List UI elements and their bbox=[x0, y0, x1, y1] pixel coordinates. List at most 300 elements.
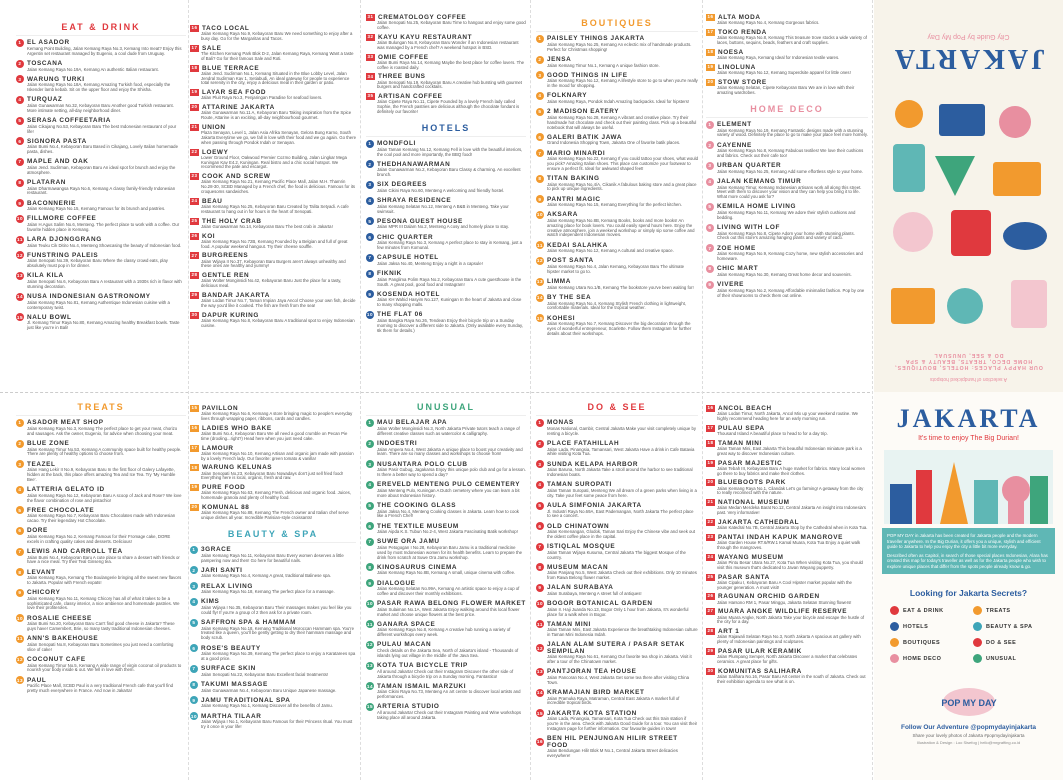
place-description: Jalan Kemang Raya No.3, Kemang The perfect place to get your meat, chorizo and sausages. Ask the owner, Eugenio, for advice when choosing your meat. bbox=[27, 426, 178, 436]
list-item bbox=[16, 460, 182, 482]
place-description: Jalan Bulungan No.8, Kebayoran Baru Wonder if an Indonesian restaurant was managed by a French chef? A weekend hotspot in BSD. bbox=[377, 39, 519, 50]
place-description: Jalan Kemang Raya No.15, Kemang Famous for its brunch and pastries. bbox=[27, 206, 166, 212]
list-item bbox=[16, 236, 182, 249]
place-description: Jalan Kemang Utara No.1/B, Kemang The bookstore you've been waiting for! bbox=[547, 284, 694, 290]
place-description: All around Jakarta! Check out their Instagram Discover the other side of Jakarta through a bicycle trip on a Sunday morning. Fantastico! bbox=[377, 668, 514, 679]
place-number: 11 bbox=[536, 621, 544, 627]
place-number: 8 bbox=[536, 175, 544, 183]
place-title: MUARA ANGKE WILDLIFE RESERVE bbox=[718, 608, 848, 616]
place-number: 4 bbox=[16, 96, 24, 104]
list-item bbox=[190, 484, 356, 501]
list-item bbox=[536, 584, 698, 597]
place-title: KRAMAJIAN BIRD MARKET bbox=[547, 689, 645, 697]
list-item bbox=[190, 292, 356, 309]
place-description: Jalan Kemang Raya No.21, Kemang Pacific Place Mall, Jalan M.H. Thamrin No.28-30, SCBD Managed by a French chef, the food is delicious. Famous for its croquesoms sandwiches. bbox=[201, 179, 356, 194]
place-number: 21 bbox=[191, 124, 198, 130]
list-item bbox=[706, 29, 868, 46]
place-description: Jalan Kemang Timur, Kemang Indonesian artisans work all along this street. Meet with them to discover your vision and they can help you bring it to life. What more could you ask for? bbox=[717, 184, 862, 200]
list-item bbox=[190, 504, 356, 521]
place-number: 16 bbox=[191, 25, 198, 31]
cover-top-illustration bbox=[882, 86, 1055, 336]
list-item bbox=[190, 582, 356, 595]
place-description: Jalan Panglima Polim Raya No.2, Kebayoran Baru A cute guesthouse in the South. A great pool, good food and Instagram! bbox=[377, 276, 522, 287]
do-see-list-2 bbox=[706, 405, 868, 762]
place-title: UNION bbox=[202, 123, 226, 131]
place-number: 1 bbox=[536, 35, 544, 43]
place-title: AKSARA bbox=[547, 211, 578, 219]
treats-panel bbox=[16, 398, 356, 778]
place-number: 2 bbox=[536, 440, 544, 448]
place-description: Jalan Cikini Raya No.60, Menteng A welcoming and friendly hostel. bbox=[377, 188, 505, 194]
place-title: LADIES WHO BAKE bbox=[202, 424, 272, 432]
eat-drink-list-2 bbox=[190, 25, 356, 334]
cover-top-tagline: A selection of handpicked hotspots bbox=[930, 376, 1007, 382]
place-title: TAMAN MINI bbox=[547, 620, 591, 628]
list-item bbox=[190, 252, 356, 269]
place-description: Jalan Kemang Raya No.1, Cilandak Let's go farming! A getaway from the city to really reconnect with the nature. bbox=[717, 485, 864, 496]
place-number: 3 bbox=[190, 582, 198, 590]
list-item bbox=[706, 405, 868, 422]
list-item bbox=[16, 117, 182, 135]
list-item bbox=[706, 203, 868, 221]
place-number: 18 bbox=[191, 464, 198, 470]
place-title: WAYANG MUSEUM bbox=[718, 553, 784, 561]
place-number: 5 bbox=[16, 117, 24, 125]
place-title: LEWIS AND CARROLL TEA bbox=[27, 547, 123, 555]
place-description: Jalan Bendungan Hilir Blok M No.1, Central Jakarta Street delicacies everywhere! bbox=[547, 748, 678, 758]
place-number: 9 bbox=[366, 579, 374, 587]
place-number: 8 bbox=[536, 563, 544, 571]
place-title: TAKUMI MASSAGE bbox=[201, 680, 268, 688]
cover-logo bbox=[874, 684, 1063, 723]
place-description: Jalan Jend. Sudirman, Kebayoran Baru An ideal spot for brunch and enjoy the atmosphere. bbox=[27, 164, 176, 175]
place-description: Jalan Kemang Raya, Kemang The Boulangerie bringing all the sweet new flavors to Jakarta. Popular with French expats! bbox=[27, 575, 182, 585]
place-number: 2 bbox=[536, 56, 544, 64]
place-number: 8 bbox=[16, 179, 24, 187]
list-item bbox=[706, 425, 868, 437]
list-item bbox=[190, 198, 356, 215]
place-number: 3 bbox=[366, 181, 374, 189]
place-title: THREE BUNS bbox=[378, 73, 426, 81]
place-number: 17 bbox=[707, 29, 714, 35]
home-deco-heading: HOME DECO bbox=[706, 100, 868, 118]
place-description: Jalan Senopati No.22, Kebayoran Baru Excellent facial treatments! bbox=[201, 671, 329, 677]
place-description: Jalan Kemang Raya No.12, Kemang A cultural and creative space. bbox=[547, 248, 674, 254]
place-description: Jalan Kemang Raya No.12, Kebayoran Baru A scoop of Jack and Rose? We love the flavor combination of rose and pistachio! bbox=[27, 492, 182, 503]
place-description: Jalan Muara Angke, North Jakarta Take your bicycle and escape the hustle of the city for a day. bbox=[717, 614, 865, 625]
place-title: KEMILA HOME LIVING bbox=[717, 203, 797, 211]
place-number: 7 bbox=[366, 538, 374, 546]
place-description: Jalan Lodan Timur, North Jakarta, Ancol Mix up your weekend routine. We highly recommend heading here for an early morning run. bbox=[717, 411, 859, 421]
place-description: Jalan Cipete Raya No.11, Cipete Founded by a lovely French lady called Sophie, the French pastries are delicious although the chocolate fondant is definitely our favorite! bbox=[377, 99, 520, 114]
place-description: Jalan Gunawarman No.2, Kebayoran Baru Classy & charming. An excellent brunch. bbox=[377, 167, 521, 178]
place-title: JAKARTA CATHEDRAL bbox=[718, 518, 800, 526]
list-item bbox=[706, 162, 868, 175]
place-number: 9 bbox=[366, 290, 374, 298]
place-number: 10 bbox=[366, 312, 374, 318]
place-title: BLUEBOOTS PARK bbox=[718, 479, 786, 487]
cover-intro-2: Described often as Capitol, in search of those special places Indonesian, Alara has created this map for today's traveller as well as for the Jakarta people who wish to explore unique places that differ from the spots people already know & go. bbox=[887, 552, 1048, 569]
place-number: 19 bbox=[707, 63, 714, 69]
list-item bbox=[536, 543, 698, 561]
place-title: PULAU SEPA bbox=[718, 424, 765, 432]
fold-line-v2 bbox=[360, 0, 361, 780]
place-title: FIKNIK bbox=[377, 270, 402, 278]
place-number: 8 bbox=[16, 568, 24, 576]
list-item bbox=[16, 656, 182, 674]
place-number: 1 bbox=[706, 121, 714, 129]
place-number: 15 bbox=[536, 710, 544, 716]
place-number: 15 bbox=[536, 315, 544, 321]
place-description: Jalan Pramuka Raya, Matraman, Central East Jakarta A market full of incredible tropical birds. bbox=[547, 695, 680, 706]
place-title: OLD CHINATOWN bbox=[547, 522, 610, 530]
place-number: 1 bbox=[16, 419, 24, 427]
place-number: 23 bbox=[707, 534, 714, 540]
cover-top-line1: OUR HAPPY PLACES: HOTELS, BOUTIQUES, bbox=[894, 364, 1043, 370]
place-number: 1 bbox=[366, 419, 374, 427]
place-title: BEN HIL PENJUNGAN HILIR STREET FOOD bbox=[547, 734, 678, 749]
list-item bbox=[16, 676, 182, 694]
place-title: BACONNERIE bbox=[27, 199, 76, 207]
list-item bbox=[706, 593, 868, 605]
list-item bbox=[190, 644, 356, 662]
place-title: JAKARTA KOTA STATION bbox=[547, 709, 637, 717]
place-description: Jalan Kemang Raya No.8B, Kemang Books, books and more books! An amazing place for book lovers. You could easily spend hours here. Enjoy the creative atmosphere, join a weekend workshop or simply sip some coffee and watch independent Indonesian movies. bbox=[547, 218, 695, 238]
list-item bbox=[536, 440, 698, 458]
place-title: TURQUAZ bbox=[27, 96, 63, 104]
legend-item bbox=[973, 606, 1050, 615]
place-title: BOGOR BOTANICAL GARDEN bbox=[547, 600, 653, 608]
treats-list-2 bbox=[190, 405, 356, 521]
place-description: Jalan Wolter Monginsidi No.42, Kebayoran Baru Just the place for a tasty, delicious meal. bbox=[201, 278, 342, 289]
place-title: SHRAYA RESIDENCE bbox=[377, 197, 452, 205]
list-item bbox=[190, 89, 356, 101]
place-number: 9 bbox=[16, 589, 24, 597]
place-description: Jalan Kemang Raya No.63, Kemang Fresh, delicious and organic food. Juices, homemade granola and plenty of healthy food. bbox=[201, 490, 351, 501]
list-item bbox=[366, 311, 526, 333]
cover-top-flipped bbox=[874, 0, 1063, 392]
list-item bbox=[536, 108, 698, 130]
place-description: Jalan Pancoran No.4, West Jakarta Get some tea there after visiting China Town. bbox=[547, 675, 690, 685]
list-item bbox=[16, 548, 182, 566]
place-title: PULAU MACAN bbox=[377, 641, 432, 649]
place-title: TOKO RENDA bbox=[718, 28, 767, 36]
place-description: The Kitchen Kemang Park Blok D-2, Jalan Kemang Raya, Kemang Want a taste of Bali? Go for their famous Sale and Roti. bbox=[201, 50, 354, 61]
place-title: ROSALIE CHEESE bbox=[27, 614, 92, 622]
place-description: Jalan Gunawarman No.32, Kebayoran Baru Another good Turkish restaurant. More intimate setting, all-day neighborhood diner. bbox=[27, 103, 174, 113]
place-number: 20 bbox=[191, 504, 198, 510]
list-item bbox=[536, 175, 698, 193]
place-title: CAPSULE HOTEL bbox=[377, 254, 439, 262]
place-title: COOK AND SCREW bbox=[202, 173, 271, 181]
place-number: 8 bbox=[706, 265, 714, 273]
place-description: Jalan Salihara No.16, Pasar Baru Art center in the south of Jakarta. Check out their exhibition agenda to see what is on. bbox=[717, 673, 866, 684]
place-title: OMIE COFFEE bbox=[378, 53, 429, 61]
place-title: ANCOL BEACH bbox=[718, 405, 772, 412]
place-number: 5 bbox=[706, 203, 714, 211]
place-title: BANDAR JAKARTA bbox=[202, 291, 270, 299]
place-title: EL ASADOR bbox=[27, 39, 70, 47]
place-number: 5 bbox=[536, 502, 544, 510]
list-item bbox=[536, 149, 698, 171]
list-item bbox=[16, 158, 182, 176]
place-description: Lower Ground Floor, Oakwood Premier Cozmo Building, Jalan Lingkar Mega Kuningan Kav E4.2, Kuningan. Real bistro and a chic social hotspot. We recommend the pate and escargot. bbox=[201, 154, 347, 170]
place-number: 16 bbox=[536, 739, 544, 745]
place-description: Jalan Dharmawangsa Raya No.6, Kemang A classy family-friendly Indonesian restaurant. bbox=[27, 185, 176, 196]
place-description: Thousand Island A beautiful place to head to for a day trip. bbox=[717, 430, 828, 436]
place-description: Jalan Kemang Raya No.19A, Kemang An authentic Italian restaurant. bbox=[27, 66, 159, 72]
place-description: Jalan Kemang Raya No.4/A, Cikanik A fabulous baking store and a great place to pick up unique ingredients. bbox=[547, 181, 697, 192]
place-description: Jalan Bangka Raya No.26, Tendean Enjoy their bicycle trip on a Sunday morning to discover a different side to Jakarta. (Only available every Sunday, 6k them for details.) bbox=[377, 317, 524, 333]
place-number: 13 bbox=[366, 663, 374, 669]
list-item bbox=[536, 668, 698, 686]
place-number: 12 bbox=[536, 258, 544, 264]
place-number: 4 bbox=[706, 178, 714, 186]
place-number: 11 bbox=[536, 242, 544, 248]
list-item bbox=[706, 281, 868, 299]
legend-item bbox=[973, 638, 1050, 647]
place-number: 19 bbox=[191, 89, 198, 95]
place-title: CHICORY bbox=[27, 589, 61, 597]
place-number: 22 bbox=[191, 148, 198, 154]
legend-label: DO & SEE bbox=[986, 639, 1017, 646]
place-description: Monas National, Gambir, Central Jakarta Make your visit completely unique by renting a bicycle. bbox=[547, 426, 697, 436]
place-number: 26 bbox=[707, 593, 714, 599]
legend-item bbox=[890, 638, 967, 647]
place-description: Jalan Jaksa No.4, Menteng Cooking classes in Jakarta. Learn how to cook like a French Chef! bbox=[377, 508, 519, 519]
legend-dot-icon bbox=[973, 622, 982, 631]
place-title: TAMAN SUROPATI bbox=[547, 481, 612, 489]
list-item bbox=[536, 481, 698, 499]
list-item bbox=[366, 254, 526, 267]
list-item bbox=[366, 563, 526, 576]
place-description: Jalan Bumi No.4, Kebayoran Baru A cute place to share a dessert with friends or have a nice meal. Try their Teal Ginseng tea. bbox=[27, 554, 180, 565]
list-item bbox=[366, 93, 526, 115]
place-number: 13 bbox=[536, 279, 544, 285]
list-item bbox=[706, 460, 868, 477]
place-title: URBAN QUARTER bbox=[717, 162, 782, 170]
place-description: Jalan Lada, Pinangsia, Tamansari, West Jakarta Have a drink in Cafe Batavia while visiting Kota Tua. bbox=[547, 446, 695, 457]
place-number: 14 bbox=[16, 294, 24, 300]
place-title: ASADOR MEAT SHOP bbox=[27, 419, 104, 427]
place-title: ZOE HOME bbox=[717, 244, 756, 252]
place-number: 2 bbox=[16, 60, 24, 68]
place-description: Jalan Bumi No.4, Kebayoran Baru Based in Cikajang, Lovely Italian homemade pasta, dishes. bbox=[27, 144, 178, 155]
place-description: Jalan Kemang Raya No.1, Kemang Discover all the benefits of Jamu. bbox=[201, 703, 333, 709]
place-number: 18 bbox=[707, 439, 714, 445]
list-item bbox=[706, 141, 868, 159]
place-title: THEDHANAWARMAN bbox=[377, 160, 451, 168]
place-title: KILA KILA bbox=[27, 272, 64, 280]
place-number: 3 bbox=[16, 460, 24, 468]
place-description: Jalan Kemang Raya No.18A, Kemang Amazing Turkish food, especially the Iskender lamb kebab. Sit on the upper floor and enjoy the Shisha. bbox=[27, 82, 171, 93]
place-description: Jl. Kemang Timur Raya No.80, Kemang Amazing healthy Breakfast bowls. Taste just like you're in Bali! bbox=[27, 320, 180, 331]
place-description: Plaza Senayan, Level 1, Jalan Asia Afrika Senayan, Gelora Bung Karno, South Jakarta Everytime we go, we fall in love with their food and we go again. Go there when passing through Pondok Indah or Senayan. bbox=[201, 130, 356, 145]
eat-drink-list-3 bbox=[366, 14, 526, 115]
cover-looking: Looking for Jakarta Secrets? bbox=[909, 588, 1028, 598]
place-title: PANTJORAN TEA HOUSE bbox=[547, 668, 637, 676]
list-item bbox=[190, 696, 356, 709]
list-item bbox=[366, 140, 526, 158]
place-description: Jalan Gunawarman No.11 A, Kebayoran Baru Taking inspiration from the Spice Route, Attarine is an exciting, all-day neighbourhood gourmet. bbox=[201, 110, 352, 121]
place-title: PAVILLON bbox=[202, 405, 239, 412]
list-item bbox=[16, 251, 182, 269]
place-title: PASAR MAJESTIC bbox=[718, 459, 783, 467]
list-item bbox=[16, 96, 182, 114]
place-number: 10 bbox=[16, 615, 24, 621]
place-title: MAU BELAJAR APA bbox=[377, 419, 448, 427]
list-item bbox=[190, 218, 356, 230]
list-item bbox=[190, 65, 356, 87]
place-number: 24 bbox=[191, 197, 198, 203]
place-number: 33 bbox=[367, 53, 374, 59]
list-item bbox=[366, 620, 526, 638]
place-number: 25 bbox=[707, 573, 714, 579]
place-title: DORE bbox=[27, 527, 48, 535]
place-title: LATTERIA GELATO ID bbox=[27, 486, 105, 494]
place-title: KOTA TUA BICYCLE TRIP bbox=[377, 662, 468, 670]
place-description: Jalan Kemang Raya No.30, Kemang Great home decor and souvenirs. bbox=[717, 271, 852, 277]
place-number: 27 bbox=[707, 608, 714, 614]
place-title: DAPUR KURING bbox=[202, 311, 259, 319]
place-description: Jalan Kemang Raya No.4, Kemang A great, traditional Balinese spa. bbox=[201, 573, 331, 579]
place-title: KAYU KAYU RESTAURANT bbox=[378, 33, 473, 41]
place-title: JARI SANTI bbox=[201, 566, 243, 574]
cover-tagline: It's time to enjoy The Big Durian! bbox=[918, 435, 1019, 442]
list-item bbox=[366, 538, 526, 560]
place-description: Jalan Wolter Monginsidi No.3, North Jakarta Private tutors teach a range of different creative classes such as watercolor & calligraphy. bbox=[377, 426, 520, 436]
place-number: 10 bbox=[536, 601, 544, 607]
place-number: 12 bbox=[536, 645, 544, 651]
place-number: 23 bbox=[191, 173, 198, 179]
place-title: FOLKNARY bbox=[547, 92, 588, 100]
place-title: SALE bbox=[202, 44, 222, 52]
list-item bbox=[16, 179, 182, 197]
unusual-panel bbox=[366, 398, 526, 778]
place-number: 10 bbox=[536, 212, 544, 218]
place-title: KOMUNAL 88 bbox=[202, 503, 250, 511]
place-number: 2 bbox=[366, 440, 374, 448]
list-item bbox=[706, 668, 868, 685]
place-title: PANTRI MAGIC bbox=[547, 195, 601, 203]
place-number: 4 bbox=[366, 481, 374, 489]
place-number: 8 bbox=[366, 563, 374, 571]
hotels-list bbox=[366, 140, 526, 334]
place-description: Jalan Panjang No.5, West Jakarta Check out their exhibitions. Only 10 minutes from Rawa Belong flower market. bbox=[547, 570, 697, 581]
place-description: Jalan Kemang Raya No.72B, Kemang Founded by a Belgian and full of great food. A popular weekend hangout. Try their cheese souffle. bbox=[201, 238, 348, 249]
place-number: 16 bbox=[707, 14, 714, 20]
do-see-heading: DO & SEE bbox=[536, 398, 698, 416]
place-description: Jalan Gunawarman No.4, Kebayoran Baru Unique Japanese massage. bbox=[201, 687, 337, 693]
place-description: Jalan Plumpang Semper, North Jakarta Discover a market that celebrates ceramics. A great place for gifts. bbox=[717, 654, 858, 664]
list-item bbox=[366, 460, 526, 478]
place-title: MAPLE AND OAK bbox=[27, 158, 89, 166]
list-item bbox=[16, 589, 182, 611]
cover-top-title: JAKARTA bbox=[891, 43, 1046, 74]
place-number: 7 bbox=[16, 158, 24, 166]
list-item bbox=[190, 405, 356, 422]
place-description: Jalan Kemang Raya No.3, Kemang A perfect place to stay in Kemang, just a few minutes from Komunal. bbox=[377, 240, 522, 251]
place-title: STOW STORE bbox=[718, 78, 767, 86]
place-number: 12 bbox=[16, 656, 24, 662]
list-item bbox=[706, 519, 868, 531]
list-item bbox=[536, 133, 698, 146]
place-title: TAMAN ISMAIL MARZUKI bbox=[377, 682, 467, 690]
svg-text:POP MY DAY: POP MY DAY bbox=[940, 698, 997, 708]
place-title: FILLMORE COFFEE bbox=[27, 215, 97, 223]
place-description: Jalan Senopati No.19, Kebayoran Baru A creative hub bursting with gourmet burgers and handcrafted cocktails. bbox=[377, 79, 522, 90]
place-title: LARA DJONGGRANG bbox=[27, 236, 102, 244]
place-description: Jalan H.Agus Salim No.6, Menteng. The perfect place to work with a coffee. Our favorite hidden place in Kemang. bbox=[27, 222, 180, 232]
place-description: Jalan Kemang Raya No.15, Kemang Everything for the perfect kitchen. bbox=[547, 202, 682, 208]
place-title: NALU BOWL bbox=[27, 313, 72, 321]
place-number: 18 bbox=[707, 48, 714, 54]
beauty-spa-list bbox=[190, 546, 356, 730]
list-item bbox=[536, 56, 698, 69]
place-name bbox=[536, 735, 698, 749]
place-title: NUSANTARA POLO CLUB bbox=[377, 460, 468, 468]
list-item bbox=[366, 233, 526, 251]
place-number: 18 bbox=[191, 64, 198, 70]
list-item bbox=[366, 419, 526, 437]
legend-dot-icon bbox=[890, 654, 899, 663]
place-title: GOOD THINGS IN LIFE bbox=[547, 71, 628, 79]
place-description: Jalan Surabaya, Menteng A street full of antiques! bbox=[547, 591, 642, 596]
place-number: 20 bbox=[707, 479, 714, 485]
place-title: TAMAN MINI bbox=[718, 439, 762, 447]
place-title: PASAR ULAR KERAMIK bbox=[718, 647, 802, 655]
place-description: Jalan Kemang Raya No.8, Kemang This treasure trove stocks a wide variety of laces, buttons, sequins, beads, feathers and craft supplies. bbox=[717, 35, 867, 45]
place-description: Jalan Kemang Raya No.2, Kemang Famous for their Fromage cake, DORE excels in crafting quality cakes and desserts. Delicious! bbox=[27, 533, 171, 544]
place-description: Pacific Place Mall, SCBD Paul is a very traditional French cafe that you'll find pretty much everywhere in France. And now in Jakarta! bbox=[27, 683, 174, 693]
list-item bbox=[366, 270, 526, 288]
place-number: 10 bbox=[190, 713, 198, 719]
place-number: 3 bbox=[536, 71, 544, 79]
place-title: PAUL bbox=[27, 676, 47, 684]
list-item bbox=[536, 641, 698, 665]
legend-dot-icon bbox=[973, 654, 982, 663]
list-item bbox=[366, 579, 526, 597]
place-number: 2 bbox=[366, 160, 374, 168]
list-item bbox=[706, 534, 868, 551]
place-description: Jalan Kemang Raya No.7, Kebayoran Baru Chocolates made with Indonesian cacao. Try their legendary Hot Chocolate. bbox=[27, 513, 176, 524]
place-number: 11 bbox=[16, 237, 24, 243]
place-number: 1 bbox=[190, 546, 198, 554]
list-item bbox=[536, 241, 698, 254]
place-number: 7 bbox=[706, 244, 714, 252]
place-title: LINOLUNA bbox=[718, 63, 756, 71]
place-number: 5 bbox=[16, 506, 24, 514]
place-number: 6 bbox=[366, 233, 374, 241]
place-description: Jalan Kemang Raya No.11, Kemang Chicory has all of what it takes to be a sophisticated cafe, classy interior, a nice ambience and homemade pastries. We love their profiteroles. bbox=[27, 595, 180, 611]
place-title: PANTAI INDAH KAPUK MANGROVE bbox=[718, 533, 843, 541]
list-item bbox=[536, 195, 698, 208]
place-title: BLUE TERRACE bbox=[202, 64, 260, 72]
place-description: Jalan Kemang Selatan No.99A, Kemang An artistic space to enjoy a cup of coffee and discover their monthly exhibitions. bbox=[377, 586, 520, 596]
place-number: 4 bbox=[366, 197, 374, 205]
place-description: Jalan Bumi No.4, Kebayoran Baru We all need a good crumble on Pecan Pie time (drooling...right?) Head here when you just need cake. bbox=[201, 430, 348, 441]
list-item bbox=[536, 92, 698, 105]
legend-label: BEAUTY & SPA bbox=[986, 623, 1033, 630]
unusual-heading: UNUSUAL bbox=[366, 398, 526, 416]
list-item bbox=[16, 199, 182, 212]
legend-label: HOME DECO bbox=[903, 655, 942, 662]
place-title: TEAZEL bbox=[27, 460, 56, 468]
list-item bbox=[536, 35, 698, 53]
list-item bbox=[16, 440, 182, 458]
eat-drink-list-1 bbox=[16, 39, 182, 334]
place-number: 28 bbox=[707, 628, 714, 634]
